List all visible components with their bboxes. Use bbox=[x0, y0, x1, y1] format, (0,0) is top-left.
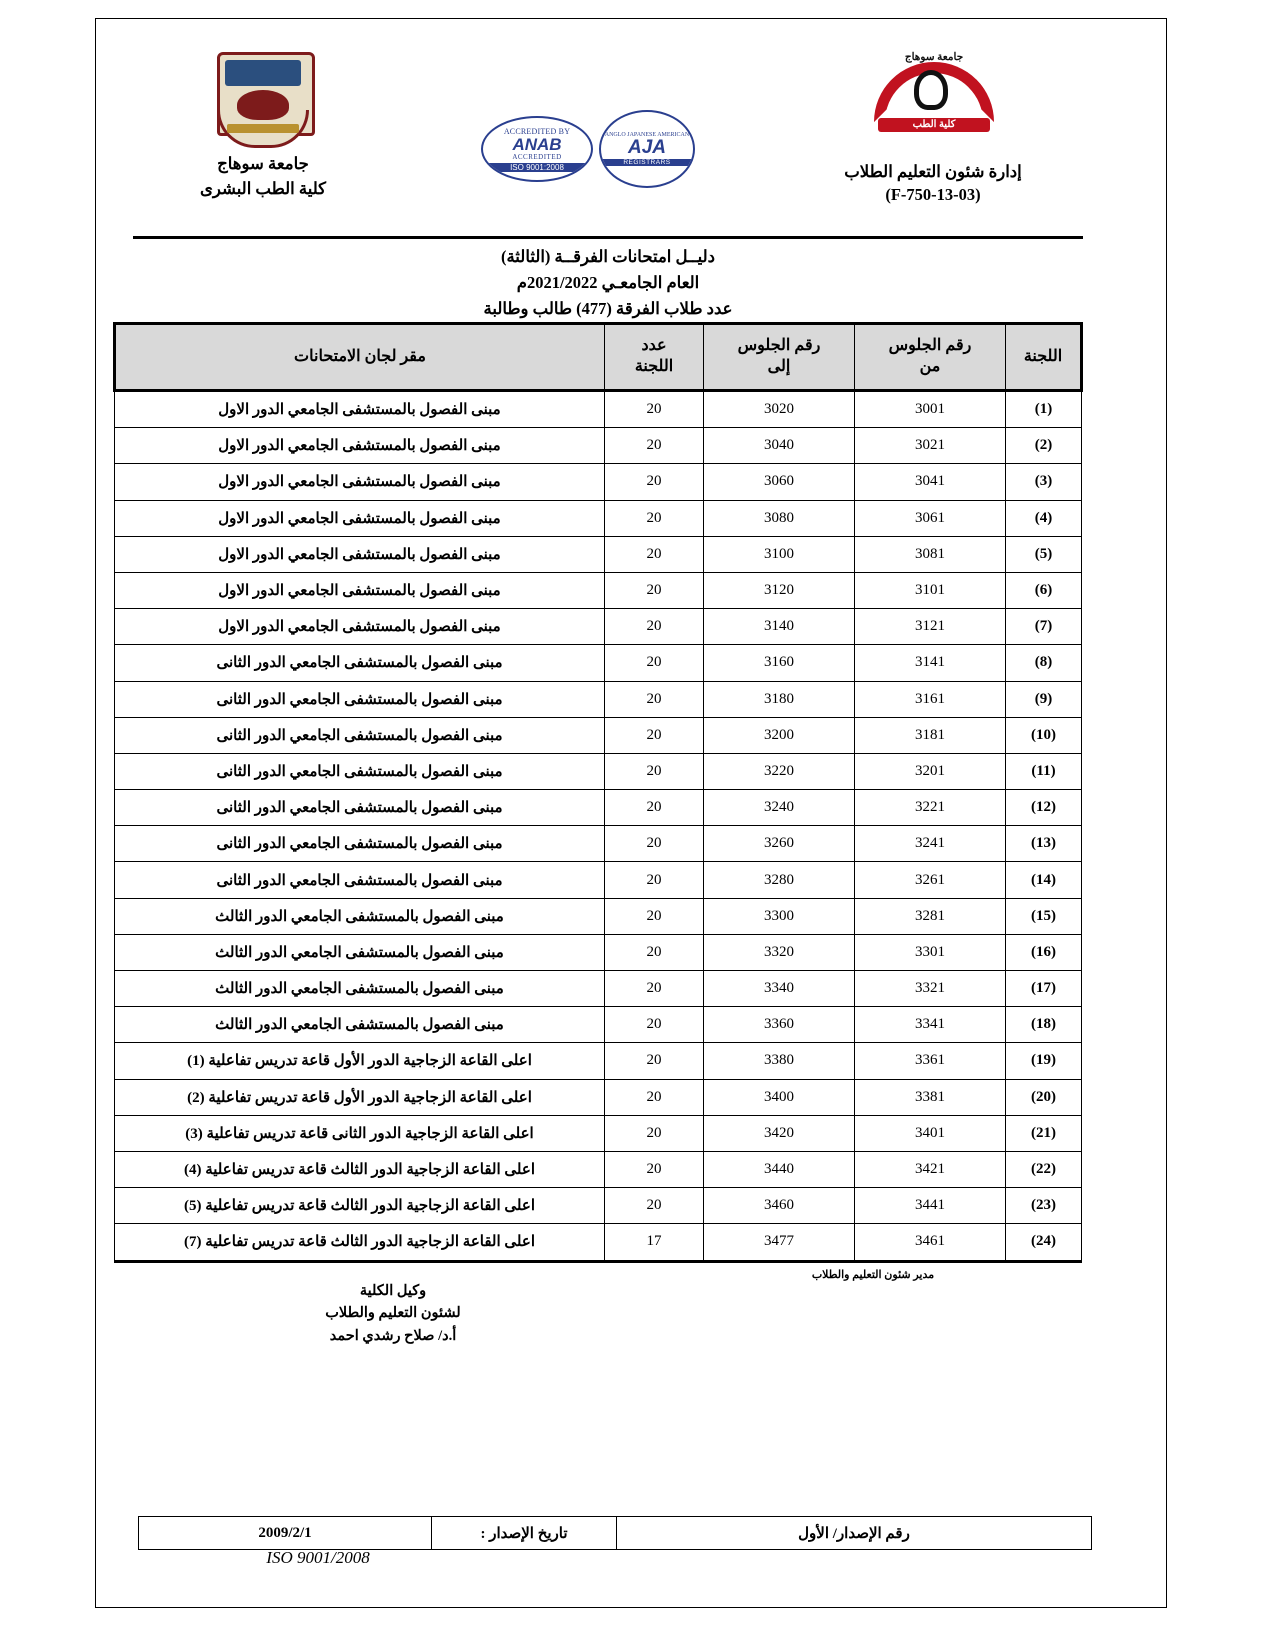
cell-seat-to: 3100 bbox=[704, 536, 855, 572]
cell-count: 20 bbox=[605, 1115, 704, 1151]
cell-count: 20 bbox=[605, 428, 704, 464]
cell-venue: مبنى الفصول بالمستشفى الجامعي الدور الثالث bbox=[115, 1007, 605, 1043]
cell-seat-from: 3121 bbox=[855, 609, 1006, 645]
cell-count: 20 bbox=[605, 572, 704, 608]
col-header-seat-from-l2: من bbox=[919, 358, 941, 375]
cell-committee: (14) bbox=[1006, 862, 1082, 898]
cell-count: 20 bbox=[605, 1188, 704, 1224]
cell-committee: (7) bbox=[1006, 609, 1082, 645]
cell-venue: مبنى الفصول بالمستشفى الجامعي الدور الاول bbox=[115, 428, 605, 464]
aja-arc-text: ANGLO JAPANESE AMERICAN bbox=[604, 131, 690, 138]
university-block bbox=[133, 52, 393, 202]
cell-seat-to: 3360 bbox=[704, 1007, 855, 1043]
col-header-count-l2: اللجنة bbox=[634, 358, 674, 375]
cell-seat-from: 3181 bbox=[855, 717, 1006, 753]
form-code: (F-750-13-03) bbox=[885, 185, 981, 205]
cell-seat-to: 3380 bbox=[704, 1043, 855, 1079]
cell-committee: (17) bbox=[1006, 971, 1082, 1007]
col-header-seat-to-l1: رقم الجلوس bbox=[737, 337, 821, 355]
cell-seat-to: 3300 bbox=[704, 898, 855, 934]
cell-committee: (24) bbox=[1006, 1224, 1082, 1261]
aja-name: AJA bbox=[628, 137, 667, 159]
cell-seat-from: 3101 bbox=[855, 572, 1006, 608]
document-footer bbox=[148, 1516, 1092, 1550]
signature-left-block bbox=[133, 1280, 653, 1347]
university-name-line2: كلية الطب البشرى bbox=[199, 178, 327, 198]
table-row bbox=[115, 464, 1082, 500]
cell-seat-from: 3241 bbox=[855, 826, 1006, 862]
table-row bbox=[115, 1043, 1082, 1079]
cell-count: 20 bbox=[605, 1007, 704, 1043]
title-line-1: دليــل امتحانات الفرقــة (الثالثة) bbox=[500, 247, 716, 266]
cell-committee: (19) bbox=[1006, 1043, 1082, 1079]
table-row bbox=[115, 1007, 1082, 1043]
cell-seat-from: 3301 bbox=[855, 934, 1006, 970]
cell-count: 20 bbox=[605, 681, 704, 717]
cell-committee: (20) bbox=[1006, 1079, 1082, 1115]
cell-venue: اعلى القاعة الزجاجية الدور الثالث قاعة تدريس تفاعلية (5) bbox=[115, 1188, 605, 1224]
cell-committee: (6) bbox=[1006, 572, 1082, 608]
university-name-line1: جامعة سوهاج bbox=[217, 154, 309, 173]
certification-logos bbox=[481, 110, 695, 188]
cell-seat-from: 3361 bbox=[855, 1043, 1006, 1079]
anab-name: ANAB bbox=[512, 134, 562, 154]
cell-seat-from: 3041 bbox=[855, 464, 1006, 500]
cell-count: 20 bbox=[605, 753, 704, 789]
cell-venue: مبنى الفصول بالمستشفى الجامعي الدور الثانى bbox=[115, 717, 605, 753]
cell-seat-to: 3180 bbox=[704, 681, 855, 717]
cell-venue: مبنى الفصول بالمستشفى الجامعي الدور الاول bbox=[115, 464, 605, 500]
exam-committees-table bbox=[113, 322, 1083, 1263]
cell-committee: (1) bbox=[1006, 391, 1082, 428]
anab-logo-icon bbox=[481, 116, 593, 182]
table-row bbox=[115, 609, 1082, 645]
cell-committee: (23) bbox=[1006, 1188, 1082, 1224]
cell-seat-to: 3340 bbox=[704, 971, 855, 1007]
cell-seat-to: 3080 bbox=[704, 500, 855, 536]
cell-venue: اعلى القاعة الزجاجية الدور الثانى قاعة تدريس تفاعلية (3) bbox=[115, 1115, 605, 1151]
table-row bbox=[115, 971, 1082, 1007]
cell-seat-from: 3201 bbox=[855, 753, 1006, 789]
cell-seat-from: 3141 bbox=[855, 645, 1006, 681]
table-row bbox=[115, 862, 1082, 898]
anab-sub-text: ACCREDITED bbox=[512, 152, 562, 161]
cell-venue: اعلى القاعة الزجاجية الدور الأول قاعة تدريس تفاعلية (2) bbox=[115, 1079, 605, 1115]
cell-seat-to: 3440 bbox=[704, 1151, 855, 1187]
table-header-row bbox=[115, 324, 1082, 391]
cell-count: 20 bbox=[605, 1079, 704, 1115]
administration-block bbox=[783, 52, 1083, 205]
table-row bbox=[115, 790, 1082, 826]
cell-seat-to: 3320 bbox=[704, 934, 855, 970]
cell-count: 20 bbox=[605, 645, 704, 681]
cell-seat-from: 3321 bbox=[855, 971, 1006, 1007]
table-row bbox=[115, 536, 1082, 572]
cell-venue: اعلى القاعة الزجاجية الدور الأول قاعة تدريس تفاعلية (1) bbox=[115, 1043, 605, 1079]
footer-issue-number: رقم الإصدار/ الأول bbox=[617, 1517, 1092, 1550]
faculty-of-medicine-logo-icon bbox=[858, 52, 1008, 157]
cell-seat-from: 3001 bbox=[855, 391, 1006, 428]
table-row bbox=[115, 1224, 1082, 1261]
cell-seat-to: 3420 bbox=[704, 1115, 855, 1151]
cell-seat-from: 3281 bbox=[855, 898, 1006, 934]
cell-count: 20 bbox=[605, 1151, 704, 1187]
cell-seat-from: 3161 bbox=[855, 681, 1006, 717]
cell-count: 20 bbox=[605, 609, 704, 645]
cell-venue: مبنى الفصول بالمستشفى الجامعي الدور الثانى bbox=[115, 826, 605, 862]
cell-committee: (2) bbox=[1006, 428, 1082, 464]
signature-left-line3: أ.د/ صلاح رشدي احمد bbox=[329, 1327, 457, 1344]
footer-iso-standard: ISO 9001/2008 bbox=[266, 1548, 370, 1567]
cell-seat-to: 3280 bbox=[704, 862, 855, 898]
table-row bbox=[115, 934, 1082, 970]
cell-seat-to: 3120 bbox=[704, 572, 855, 608]
cell-venue: مبنى الفصول بالمستشفى الجامعي الدور الاول bbox=[115, 536, 605, 572]
cell-committee: (13) bbox=[1006, 826, 1082, 862]
signature-left-line1: وكيل الكلية bbox=[359, 1283, 427, 1299]
table-row bbox=[115, 391, 1082, 428]
col-header-seat-from bbox=[855, 324, 1006, 391]
cell-venue: مبنى الفصول بالمستشفى الجامعي الدور الثالث bbox=[115, 898, 605, 934]
title-line-3: عدد طلاب الفرقة (477) طالب وطالبة bbox=[483, 299, 733, 319]
cell-seat-to: 3220 bbox=[704, 753, 855, 789]
table-row bbox=[115, 1115, 1082, 1151]
cell-committee: (21) bbox=[1006, 1115, 1082, 1151]
col-header-seat-to-l2: إلى bbox=[767, 358, 791, 375]
cell-seat-from: 3061 bbox=[855, 500, 1006, 536]
signature-left-line2: لشئون التعليم والطلاب bbox=[325, 1305, 461, 1322]
cell-venue: مبنى الفصول بالمستشفى الجامعي الدور الاول bbox=[115, 609, 605, 645]
cell-committee: (10) bbox=[1006, 717, 1082, 753]
cell-count: 20 bbox=[605, 862, 704, 898]
col-header-venue: مقر لجان الامتحانات bbox=[115, 324, 605, 391]
table-row bbox=[115, 898, 1082, 934]
cell-seat-from: 3021 bbox=[855, 428, 1006, 464]
cell-committee: (5) bbox=[1006, 536, 1082, 572]
table-row bbox=[115, 717, 1082, 753]
cell-count: 20 bbox=[605, 934, 704, 970]
cell-venue: مبنى الفصول بالمستشفى الجامعي الدور الاول bbox=[115, 500, 605, 536]
cell-venue: مبنى الفصول بالمستشفى الجامعي الدور الثانى bbox=[115, 645, 605, 681]
table-body bbox=[115, 391, 1082, 1262]
col-header-committee: اللجنة bbox=[1006, 324, 1082, 391]
cell-seat-to: 3460 bbox=[704, 1188, 855, 1224]
cell-count: 17 bbox=[605, 1224, 704, 1261]
cell-seat-from: 3401 bbox=[855, 1115, 1006, 1151]
cell-committee: (12) bbox=[1006, 790, 1082, 826]
cell-count: 20 bbox=[605, 826, 704, 862]
cell-committee: (4) bbox=[1006, 500, 1082, 536]
aja-band-text: REGISTRARS bbox=[601, 159, 693, 166]
cell-seat-to: 3240 bbox=[704, 790, 855, 826]
cell-venue: مبنى الفصول بالمستشفى الجامعي الدور الاول bbox=[115, 391, 605, 428]
cell-count: 20 bbox=[605, 391, 704, 428]
administration-title: إدارة شئون التعليم الطلاب bbox=[844, 162, 1022, 181]
anab-top-text: ACCREDITED BY bbox=[503, 126, 571, 136]
cell-venue: اعلى القاعة الزجاجية الدور الثالث قاعة تدريس تفاعلية (4) bbox=[115, 1151, 605, 1187]
table-row bbox=[115, 500, 1082, 536]
cell-count: 20 bbox=[605, 717, 704, 753]
faculty-logo-arc-text: جامعة سوهاج bbox=[904, 52, 964, 63]
document-title bbox=[133, 244, 1083, 322]
cell-count: 20 bbox=[605, 536, 704, 572]
cell-venue: مبنى الفصول بالمستشفى الجامعي الدور الاول bbox=[115, 572, 605, 608]
cell-seat-to: 3060 bbox=[704, 464, 855, 500]
table-head bbox=[115, 324, 1082, 391]
cell-seat-to: 3400 bbox=[704, 1079, 855, 1115]
footer-table bbox=[138, 1516, 1092, 1550]
cell-venue: اعلى القاعة الزجاجية الدور الثالث قاعة تدريس تفاعلية (7) bbox=[115, 1224, 605, 1261]
cell-seat-to: 3160 bbox=[704, 645, 855, 681]
document-header bbox=[133, 52, 1083, 232]
table-row bbox=[115, 645, 1082, 681]
anab-iso-text: ISO 9001:2008 bbox=[483, 163, 591, 172]
table-row bbox=[115, 1151, 1082, 1187]
title-line-2: العام الجامعـي 2021/2022م bbox=[516, 273, 700, 293]
cell-committee: (16) bbox=[1006, 934, 1082, 970]
table-row bbox=[115, 826, 1082, 862]
exam-committees-table-wrapper bbox=[133, 322, 1083, 1263]
cell-seat-from: 3381 bbox=[855, 1079, 1006, 1115]
table-row bbox=[115, 753, 1082, 789]
cell-committee: (15) bbox=[1006, 898, 1082, 934]
cell-seat-from: 3081 bbox=[855, 536, 1006, 572]
cell-seat-from: 3341 bbox=[855, 1007, 1006, 1043]
cell-committee: (8) bbox=[1006, 645, 1082, 681]
col-header-seat-to bbox=[704, 324, 855, 391]
cell-venue: مبنى الفصول بالمستشفى الجامعي الدور الثانى bbox=[115, 862, 605, 898]
cell-count: 20 bbox=[605, 464, 704, 500]
cell-seat-to: 3260 bbox=[704, 826, 855, 862]
cell-seat-from: 3421 bbox=[855, 1151, 1006, 1187]
signature-right-label: مدير شئون التعليم والطلاب bbox=[811, 1269, 935, 1281]
header-divider bbox=[133, 236, 1083, 239]
cell-count: 20 bbox=[605, 971, 704, 1007]
table-row bbox=[115, 572, 1082, 608]
cell-venue: مبنى الفصول بالمستشفى الجامعي الدور الثانى bbox=[115, 681, 605, 717]
table-row bbox=[115, 1079, 1082, 1115]
cell-seat-to: 3200 bbox=[704, 717, 855, 753]
university-shield-icon bbox=[209, 52, 317, 148]
cell-committee: (22) bbox=[1006, 1151, 1082, 1187]
cell-committee: (9) bbox=[1006, 681, 1082, 717]
footer-row bbox=[139, 1517, 1092, 1550]
table-row bbox=[115, 681, 1082, 717]
cell-venue: مبنى الفصول بالمستشفى الجامعي الدور الثانى bbox=[115, 753, 605, 789]
table-row bbox=[115, 428, 1082, 464]
cell-venue: مبنى الفصول بالمستشفى الجامعي الدور الثانى bbox=[115, 790, 605, 826]
col-header-seat-from-l1: رقم الجلوس bbox=[888, 337, 972, 355]
cell-count: 20 bbox=[605, 790, 704, 826]
footer-date-label: تاريخ الإصدار : bbox=[432, 1517, 617, 1550]
col-header-count-l1: عدد bbox=[641, 337, 667, 355]
cell-seat-to: 3140 bbox=[704, 609, 855, 645]
cell-count: 20 bbox=[605, 898, 704, 934]
cell-count: 20 bbox=[605, 500, 704, 536]
cell-count: 20 bbox=[605, 1043, 704, 1079]
aja-logo-icon bbox=[599, 110, 695, 188]
cell-committee: (3) bbox=[1006, 464, 1082, 500]
cell-seat-from: 3441 bbox=[855, 1188, 1006, 1224]
cell-committee: (18) bbox=[1006, 1007, 1082, 1043]
faculty-logo-base-text: كلية الطب bbox=[912, 119, 956, 130]
col-header-count bbox=[605, 324, 704, 391]
footer-date-value: 2009/2/1 bbox=[139, 1517, 432, 1550]
table-row bbox=[115, 1188, 1082, 1224]
cell-seat-from: 3221 bbox=[855, 790, 1006, 826]
cell-committee: (11) bbox=[1006, 753, 1082, 789]
cell-venue: مبنى الفصول بالمستشفى الجامعي الدور الثالث bbox=[115, 934, 605, 970]
cell-seat-to: 3020 bbox=[704, 391, 855, 428]
cell-seat-from: 3461 bbox=[855, 1224, 1006, 1261]
cell-seat-to: 3040 bbox=[704, 428, 855, 464]
cell-venue: مبنى الفصول بالمستشفى الجامعي الدور الثالث bbox=[115, 971, 605, 1007]
cell-seat-to: 3477 bbox=[704, 1224, 855, 1261]
cell-seat-from: 3261 bbox=[855, 862, 1006, 898]
